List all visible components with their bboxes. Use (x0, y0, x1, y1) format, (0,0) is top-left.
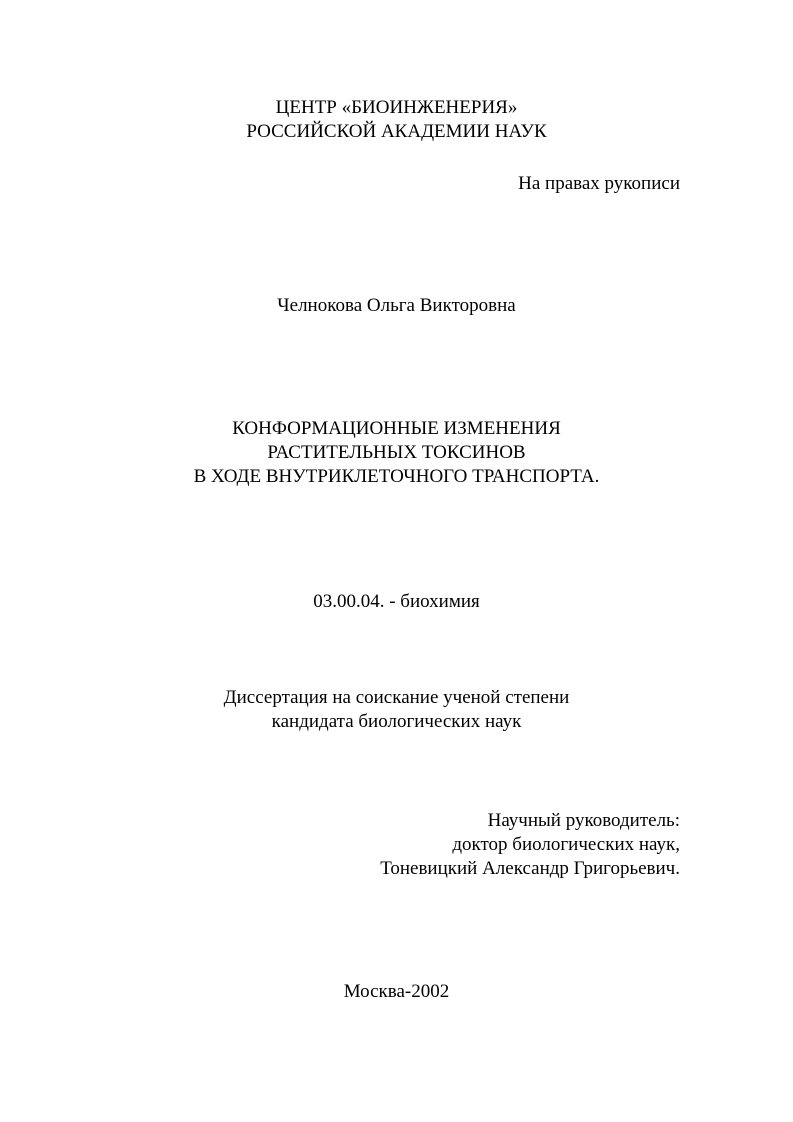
manuscript-note (180, 172, 680, 196)
place-year (0, 980, 793, 1004)
author-name-text: Челнокова Ольга Викторовна (277, 295, 516, 316)
title-line-2: РАСТИТЕЛЬНЫХ ТОКСИНОВ (267, 442, 526, 463)
degree-line-1: Диссертация на соискание ученой степени (223, 687, 570, 708)
institution-line-2: РОССИЙСКОЙ АКАДЕМИИ НАУК (246, 121, 547, 142)
dissertation-title (0, 417, 793, 489)
place-year-text: Москва-2002 (343, 981, 450, 1002)
institution-header (0, 96, 793, 144)
specialty-code (0, 590, 793, 614)
supervisor-block (180, 809, 680, 881)
supervisor-line-1: Научный руководитель: (487, 810, 680, 831)
title-line-3: В ХОДЕ ВНУТРИКЛЕТОЧНОГО ТРАНСПОРТА. (193, 466, 600, 487)
supervisor-line-2: доктор биологических наук, (452, 834, 680, 855)
institution-line-1: ЦЕНТР «БИОИНЖЕНЕРИЯ» (275, 97, 518, 118)
specialty-text: 03.00.04. - биохимия (313, 591, 480, 612)
supervisor-line-3: Тоневицкий Александр Григорьевич. (380, 858, 680, 879)
degree-statement (0, 686, 793, 734)
manuscript-note-text: На правах рукописи (518, 173, 680, 194)
author-name (0, 294, 793, 318)
title-line-1: КОНФОРМАЦИОННЫЕ ИЗМЕНЕНИЯ (232, 418, 561, 439)
degree-line-2: кандидата биологических наук (271, 711, 522, 732)
